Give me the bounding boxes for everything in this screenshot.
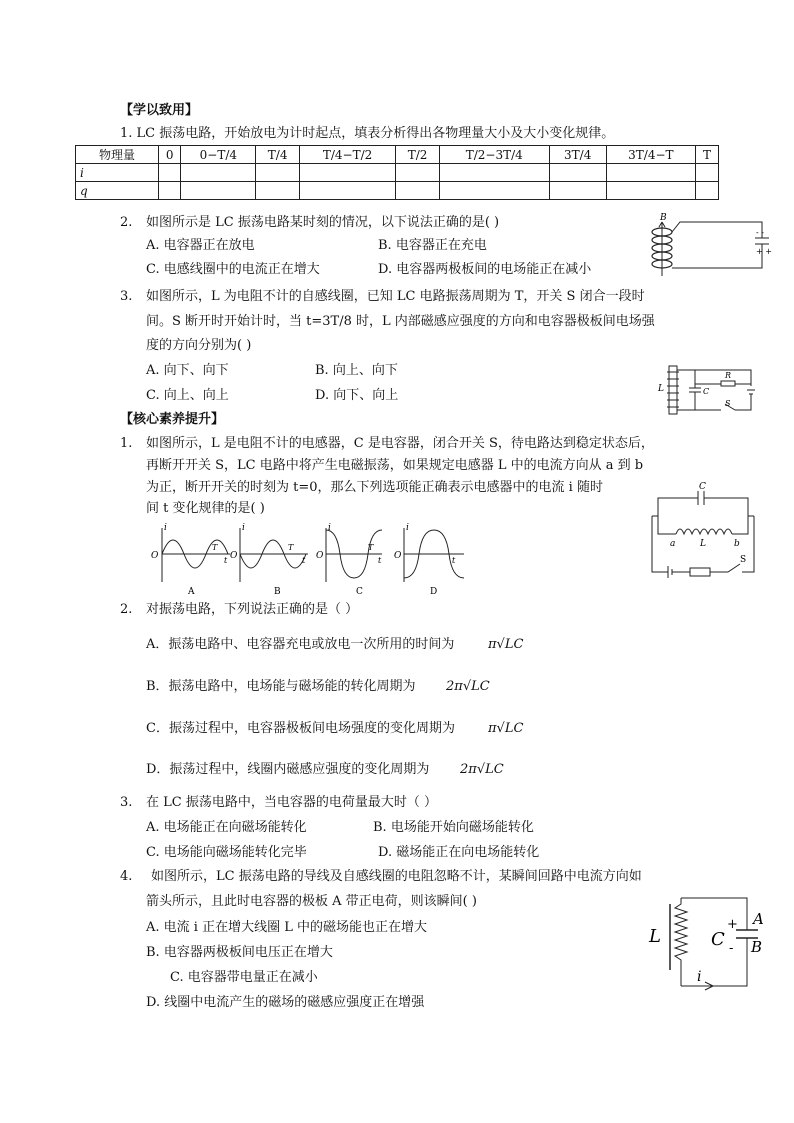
- table-header: 0−T/4: [181, 146, 256, 164]
- q2-option-a: A. 电容器正在放电: [146, 238, 255, 253]
- svg-text:i: i: [242, 523, 245, 533]
- c1-waveform-options: [148, 520, 468, 598]
- graph-b[interactable]: [230, 523, 308, 597]
- svg-text:t: t: [302, 556, 306, 565]
- c3-option-c: C. 电场能向磁场能转化完毕: [146, 845, 307, 860]
- table-header: T/2: [396, 146, 440, 164]
- c2-number: 2.: [120, 602, 133, 617]
- svg-text:O: O: [316, 551, 324, 561]
- c1-line3: 为正，断开开关的时刻为 t=0，那么下列选项能正确表示电感器中的电流 i 随时: [146, 480, 603, 495]
- graph-d-label: D: [430, 587, 438, 597]
- analysis-table: [75, 145, 719, 200]
- svg-text:O: O: [151, 551, 159, 561]
- row-label-q: q: [76, 182, 159, 200]
- table-header: T/2−3T/4: [439, 146, 549, 164]
- c2-option-c: C．振荡过程中，电容器极板间电场强度的变化周期为: [146, 721, 455, 736]
- q3-option-c: C. 向上、向上: [146, 388, 229, 403]
- q1-text: 1. LC 振荡电路，开始放电为计时起点，填表分析得出各物理量大小及大小变化规律。: [120, 126, 615, 141]
- q2-stem: 如图所示是 LC 振荡电路某时刻的情况，以下说法正确的是( ): [146, 215, 500, 230]
- svg-text:T: T: [212, 543, 218, 552]
- graph-d[interactable]: [394, 523, 464, 597]
- q2-coil-circuit-figure: [640, 208, 770, 280]
- row-label-i: i: [76, 164, 159, 182]
- graph-c-label: C: [356, 587, 363, 597]
- c3-number: 3.: [120, 795, 133, 810]
- c2-option-a-formula: π√LC: [488, 637, 524, 652]
- svg-text:+: +: [727, 917, 738, 932]
- svg-text:+ +: + +: [756, 247, 772, 256]
- c2-option-b-formula: 2π√LC: [446, 679, 490, 694]
- svg-text:t: t: [378, 556, 382, 565]
- svg-text:B: B: [751, 938, 763, 956]
- c2-option-d: D．振荡过程中，线圈内磁感应强度的变化周期为: [146, 762, 430, 777]
- q2-number: 2.: [120, 215, 133, 230]
- table-header: T/4: [256, 146, 300, 164]
- graph-c[interactable]: [316, 523, 382, 597]
- c4-line2: 箭头所示，且此时电容器的极板 A 带正电荷，则该瞬间( ): [146, 894, 477, 909]
- c3-stem: 在 LC 振荡电路中，当电容器的电荷量最大时（ ）: [146, 795, 437, 810]
- section-core-heading: 【核心素养提升】: [120, 412, 225, 427]
- svg-text:L: L: [658, 384, 664, 394]
- c2-option-b: B．振荡电路中，电场能与磁场能的转化周期为: [146, 679, 416, 694]
- svg-text:A: A: [753, 910, 764, 928]
- svg-text:T: T: [368, 543, 374, 552]
- q3-circuit-figure: [655, 362, 760, 418]
- svg-text:L: L: [649, 926, 661, 947]
- c4-option-c: C. 电容器带电量正在减小: [170, 970, 318, 985]
- c3-option-b: B. 电场能开始向磁场能转化: [373, 820, 534, 835]
- q3-line3: 度的方向分别为( ): [146, 338, 252, 353]
- fig-label-b: B: [660, 213, 667, 223]
- table-header: 0: [159, 146, 181, 164]
- c4-option-a: A. 电流 i 正在增大线圈 L 中的磁场能也正在增大: [146, 920, 427, 935]
- c2-option-d-formula: 2π√LC: [460, 762, 504, 777]
- c4-option-d: D. 线圈中电流产生的磁场的磁感应强度正在增强: [146, 995, 425, 1010]
- q3-option-b: B. 向上、向下: [315, 363, 398, 378]
- svg-text:a: a: [670, 539, 676, 549]
- q3-option-a: A. 向下、向下: [146, 363, 229, 378]
- svg-text:- -: - -: [756, 228, 764, 237]
- svg-text:L: L: [700, 539, 706, 549]
- table-row: [76, 164, 719, 182]
- c4-option-b: B. 电容器两极板间电压正在增大: [146, 945, 333, 960]
- table-header: T/4−T/2: [299, 146, 395, 164]
- graph-a-label: A: [188, 587, 195, 597]
- q2-option-c: C. 电感线圈中的电流正在增大: [146, 262, 320, 277]
- svg-text:S: S: [725, 399, 731, 408]
- c4-lc-circuit-figure: [643, 890, 773, 996]
- c1-line2: 再断开开关 S，LC 电路中将产生电磁振荡，如果规定电感器 L 中的电流方向从 a 到 b: [146, 458, 644, 473]
- c2-stem: 对振荡电路，下列说法正确的是（ ）: [146, 602, 359, 617]
- svg-text:t: t: [224, 556, 228, 565]
- table-header: 物理量: [76, 146, 159, 164]
- svg-text:C: C: [711, 929, 725, 950]
- c3-option-a: A. 电场能正在向磁场能转化: [146, 820, 307, 835]
- svg-text:T: T: [288, 543, 294, 552]
- c4-number: 4.: [120, 869, 133, 884]
- c1-line1: 如图所示，L 是电阻不计的电感器，C 是电容器，闭合开关 S，待电路达到稳定状态后，: [146, 436, 654, 451]
- svg-text:i: i: [328, 523, 331, 533]
- q3-option-d: D. 向下、向上: [315, 388, 399, 403]
- svg-text:-: -: [729, 941, 734, 956]
- q2-option-d: D. 电容器两极板间的电场能正在减小: [378, 262, 592, 277]
- c2-option-a: A．振荡电路中、电容器充电或放电一次所用的时间为: [146, 637, 455, 652]
- table-header-row: [76, 146, 719, 164]
- c1-line4: 间 t 变化规律的是( ): [146, 501, 265, 516]
- table-header: T: [695, 146, 718, 164]
- svg-text:O: O: [230, 551, 238, 561]
- svg-text:i: i: [406, 523, 409, 533]
- graph-b-label: B: [274, 587, 281, 597]
- svg-text:C: C: [699, 482, 706, 492]
- svg-text:i: i: [697, 969, 702, 985]
- table-header: 3T/4: [549, 146, 606, 164]
- svg-text:i: i: [164, 523, 167, 533]
- section-apply-heading: 【学以致用】: [120, 103, 199, 118]
- svg-text:t: t: [452, 556, 456, 565]
- svg-text:O: O: [394, 551, 402, 561]
- q2-option-b: B. 电容器正在充电: [378, 238, 487, 253]
- graph-a[interactable]: [151, 523, 230, 597]
- c1-circuit-figure: [648, 478, 760, 578]
- c1-number: 1.: [120, 436, 133, 451]
- svg-text:R: R: [725, 371, 732, 380]
- svg-text:C: C: [703, 387, 710, 396]
- q3-line2: 间。S 断开时开始计时，当 t=3T/8 时，L 内部磁感应强度的方向和电容器极板间电场强: [146, 314, 655, 329]
- q3-line1: 如图所示，L 为电阻不计的自感线圈，已知 LC 电路振荡周期为 T，开关 S 闭合一段时: [146, 289, 645, 304]
- svg-text:b: b: [734, 539, 740, 549]
- table-header: 3T/4−T: [606, 146, 695, 164]
- c2-option-c-formula: π√LC: [488, 721, 524, 736]
- q3-number: 3.: [120, 289, 133, 304]
- svg-text:S: S: [740, 555, 747, 565]
- c4-line1: 如图所示，LC 振荡电路的导线及自感线圈的电阻忽略不计，某瞬间回路中电流方向如: [151, 869, 642, 884]
- c3-option-d: D. 磁场能正在向电场能转化: [378, 845, 540, 860]
- table-row: [76, 182, 719, 200]
